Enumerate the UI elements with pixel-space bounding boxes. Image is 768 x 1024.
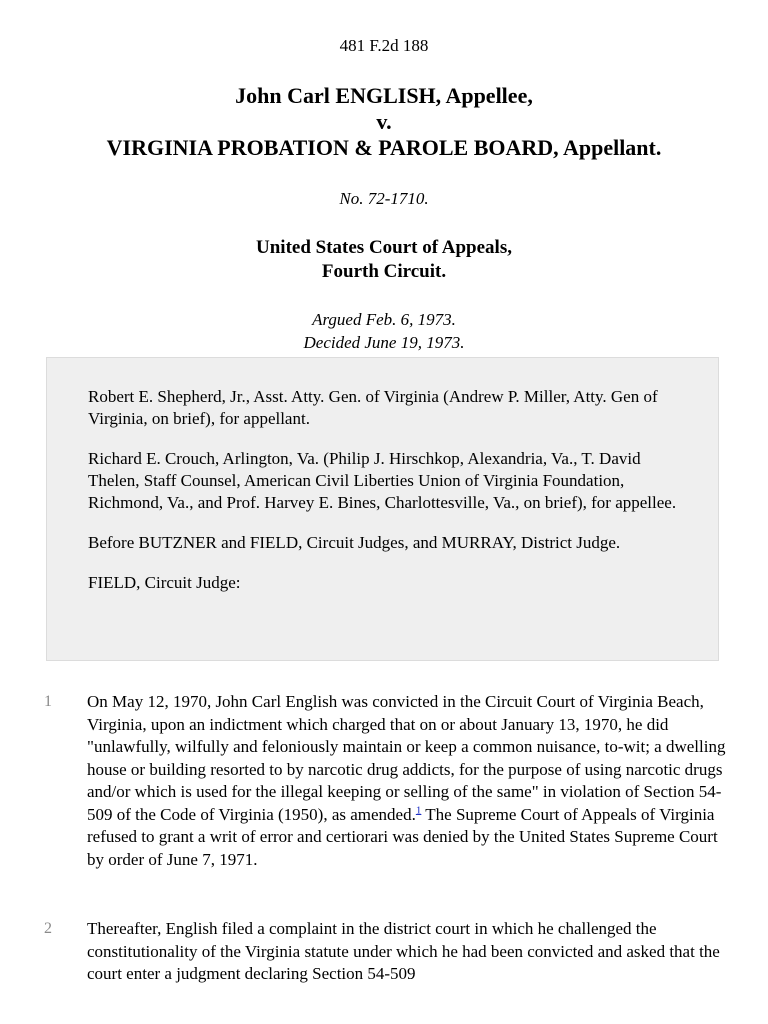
paragraph-text	[87, 691, 732, 871]
court-name-line2: Fourth Circuit.	[321, 261, 447, 282]
opinion-author: FIELD, Circuit Judge:	[88, 573, 241, 592]
paragraph-text-part: On May 12, 1970, John Carl English was convicted in the Circuit Court of Virginia Beach, Virginia, upon an indictment which charged that on or about January 13, 1970, he did "unlawfully, wilfully and feloniously maintain or keep a common nuisance, to-wit; a dwelling house or building resorted to by narcotic drug addicts, for the purpose of using narcotic drugs and/or which is used for the illegal keeping or selling of the same" in violation of Section 54-509 of the Code of Virginia (1950), as amended.	[87, 692, 726, 824]
appellant-name: VIRGINIA PROBATION & PAROLE BOARD, Appellant.	[106, 135, 662, 160]
case-citation: 481 F.2d 188	[339, 36, 429, 55]
court-name	[0, 236, 768, 284]
paragraph-text-part: The Supreme Court of Appeals of Virginia refused to grant a writ of error and certiorari was denied by the United States Supreme Court by order of June 7, 1971.	[87, 804, 718, 869]
counsel-appellee: Richard E. Crouch, Arlington, Va. (Philip J. Hirschkop, Alexandria, Va., T. David Thelen, Staff Counsel, American Civil Liberties Union of Virginia Foundation, Richmond, Va., and Prof. Harvey E. Bines, Charlottesville, Va., on brief), for appellee.	[88, 449, 677, 512]
paragraph-text: Thereafter, English filed a complaint in the district court in which he challenged the constitutionality of the Virginia statute under which he had been convicted and asked that the court enter a judgment declaring Section 54-509	[87, 919, 720, 983]
paragraph-number: 2	[44, 920, 52, 937]
counsel-panel	[46, 357, 719, 661]
docket-number: No. 72-1710.	[339, 189, 429, 208]
footnote-link-1[interactable]: 1	[415, 803, 422, 816]
argued-date: Argued Feb. 6, 1973.	[312, 310, 456, 329]
case-parties	[0, 83, 768, 161]
appellee-name: John Carl ENGLISH, Appellee,	[235, 83, 533, 108]
decided-date: Decided June 19, 1973.	[303, 333, 465, 352]
versus-label: v.	[376, 109, 392, 134]
court-name-line1: United States Court of Appeals,	[256, 237, 512, 258]
judges-panel: Before BUTZNER and FIELD, Circuit Judges, and MURRAY, District Judge.	[88, 533, 621, 552]
case-dates	[0, 308, 768, 354]
paragraph-number: 1	[44, 693, 52, 710]
counsel-appellant: Robert E. Shepherd, Jr., Asst. Atty. Gen. of Virginia (Andrew P. Miller, Atty. Gen of Virginia, on brief), for appellant.	[88, 387, 658, 428]
